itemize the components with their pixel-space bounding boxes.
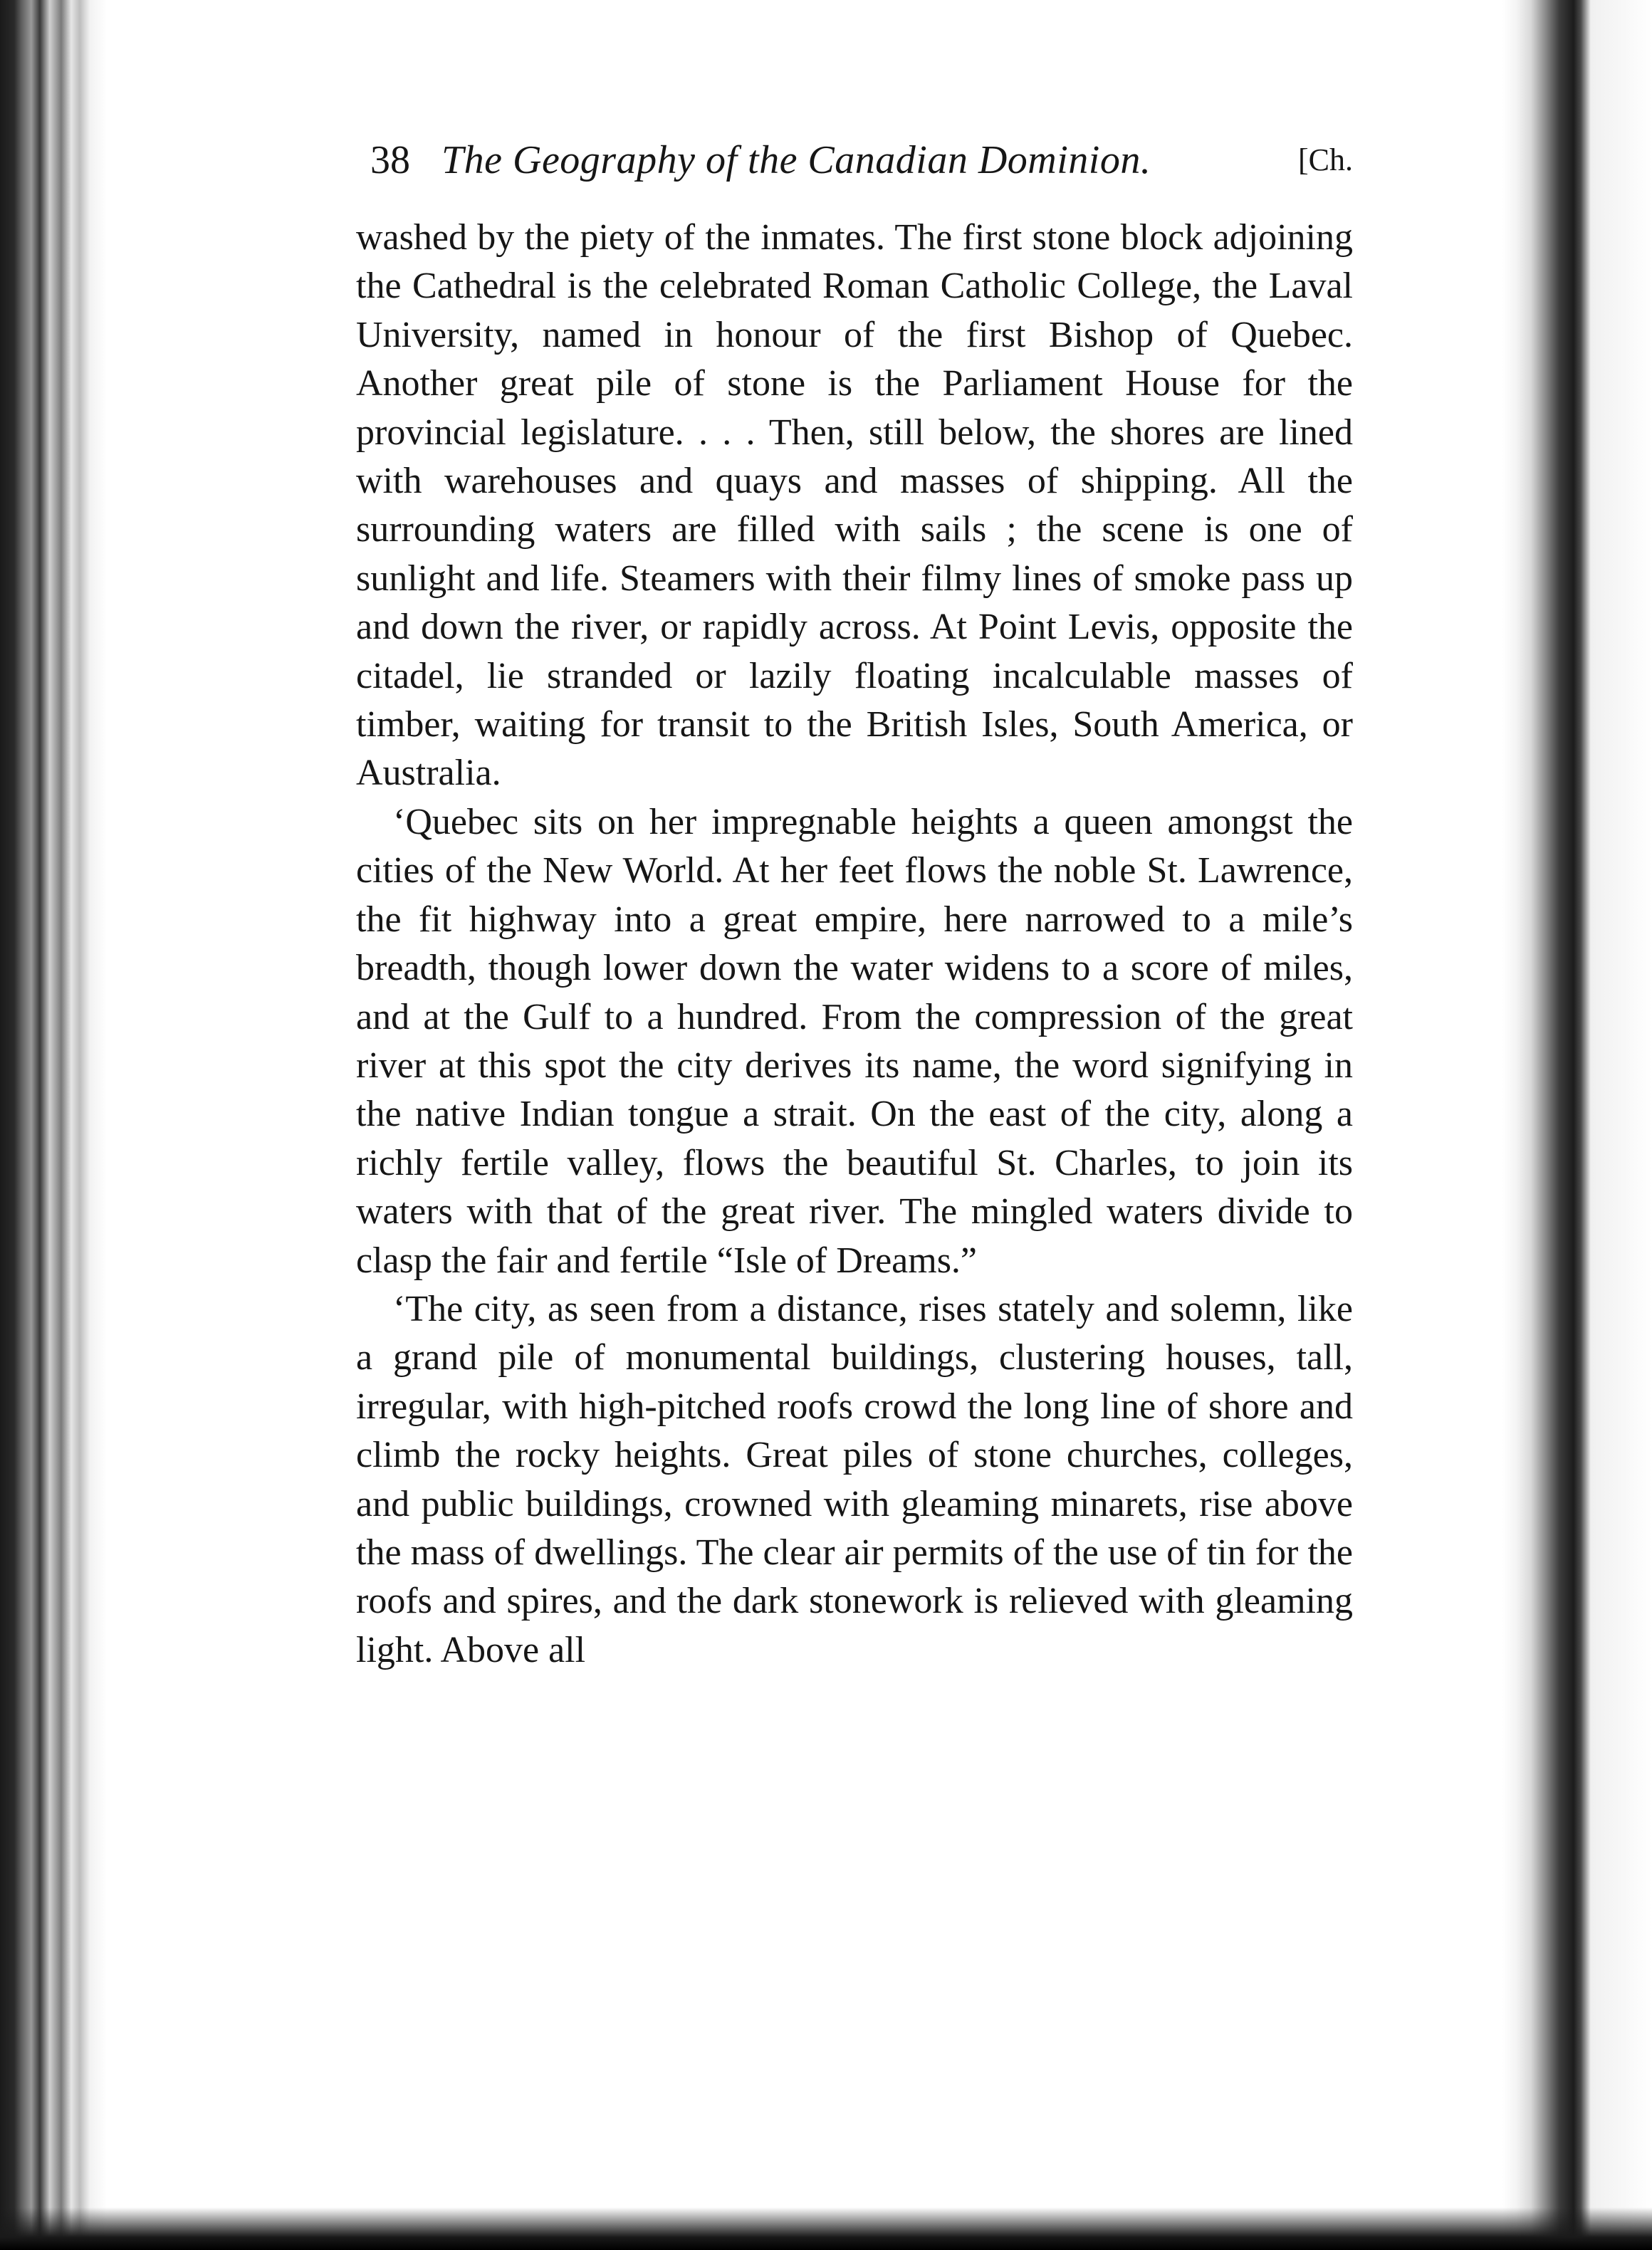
running-title: The Geography of the Canadian Dominion. [441, 138, 1151, 182]
body-text [356, 214, 1353, 1675]
bottom-scan-edge [0, 2207, 1652, 2250]
paragraph-city-distance: ‘The city, as seen from a distance, rises stately and solemn, like a grand pile of monumental buildings, clustering houses, tall, irregular, with high-pitched roofs crowd the long line of shore and climb the rocky heights. Great piles of stone churches, colleges, and public buildings, crowned with gleaming minarets, rise above the mass of dwellings. The clear air permits of the use of tin for the roofs and spires, and the dark stonework is relieved with gleaming light. Above all [356, 1288, 1353, 1670]
paragraph-continued: washed by the piety of the inmates. The first stone block adjoining the Cathedral is the celebrated Roman Catholic College, the Laval University, named in honour of the first Bishop of Quebec. Another great pile of stone is the Parliament House for the provincial legislature. . . . Then, still below, the shores are lined with warehouses and quays and masses of shipping. All the surrounding waters are filled with sails ; the scene is one of sunlight and life. Steamers with their filmy lines of smoke pass up and down the river, or rapidly across. At Point Levis, opposite the citadel, lie stranded or lazily floating incalculable masses of timber, waiting for transit to the British Isles, South America, or Australia. [356, 217, 1353, 794]
left-binding-edge [0, 0, 107, 2250]
running-head [356, 128, 1353, 192]
paragraph-quebec-heights: ‘Quebec sits on her impregnable heights a queen amongst the cities of the New World. At her feet flows the noble St. Lawrence, the fit highway into a great empire, here narrowed to a mile’s breadth, though lower down the water widens to a score of miles, and at the Gulf to a hundred. From the compression of the great river at this spot the city derives its name, the word signifying in the native Indian tongue a strait. On the east of the city, along a richly fertile valley, flows the beautiful St. Charles, to join its waters with that of the great river. The mingled waters divide to clasp the fair and fertile “Isle of Dreams.” [356, 801, 1353, 1281]
page-number: 38 [370, 138, 410, 182]
book-page [356, 128, 1353, 1675]
right-binding-edge [1502, 0, 1652, 2250]
chapter-mark: [Ch. [1298, 142, 1353, 177]
